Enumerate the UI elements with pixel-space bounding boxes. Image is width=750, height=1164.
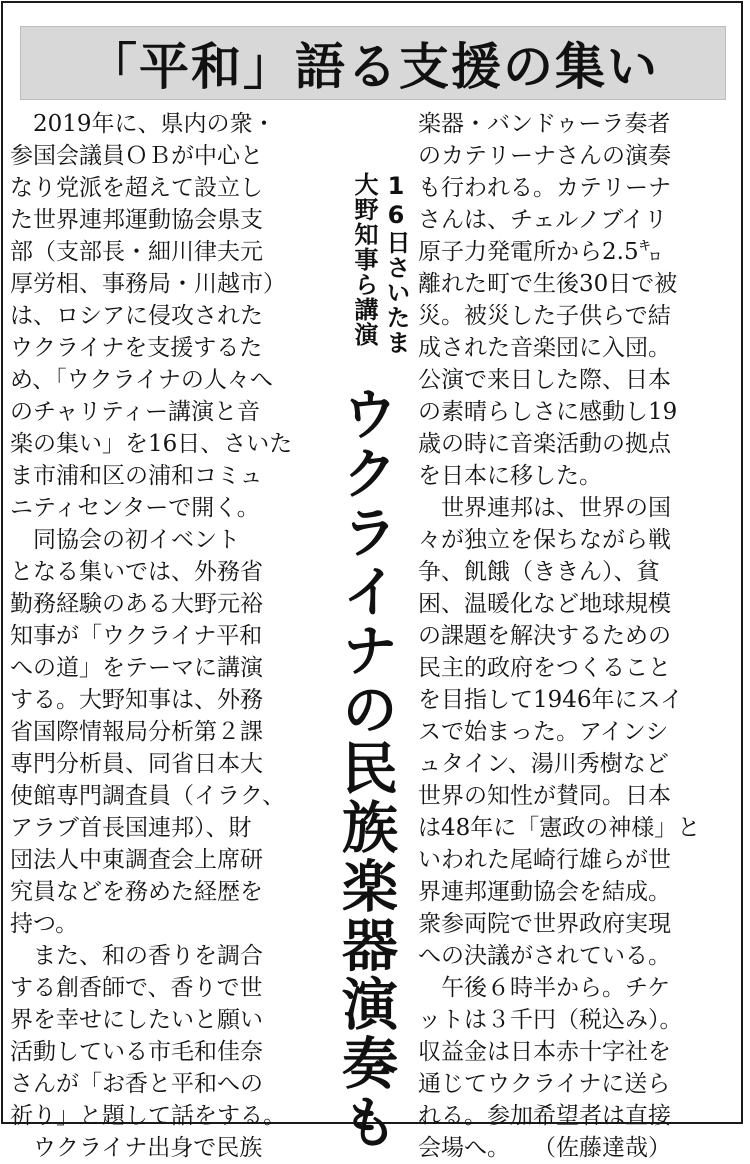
body-text-line: 歳の時に音楽活動の拠点 (418, 431, 671, 457)
body-text-line: 離れた町で生後30日で被 (418, 271, 678, 297)
body-text-line: 世界の知性が賛同。日本 (418, 783, 671, 809)
body-text-line: ットは３千円（税込み）。 (418, 1007, 683, 1033)
body-text-line: なり党派を超えて設立し (10, 175, 263, 201)
body-text-line: ウクライナを支援するた (10, 335, 263, 361)
body-text-line: の素晴らしさに感動し19 (418, 399, 678, 425)
body-text-line: 祈り」と題して話をする。 (10, 1103, 286, 1129)
body-text-line: 通じてウクライナに送ら (418, 1071, 671, 1097)
body-text-line: 々が独立を保ちながら戦 (418, 527, 671, 553)
body-text-line: 成された音楽団に入団。 (418, 335, 671, 361)
body-text-line: 世界連邦は、世界の国 (418, 495, 671, 521)
body-text-line: 団法人中東調査会上席研 (10, 847, 263, 873)
body-text-line: 持つ。 (10, 911, 79, 937)
body-text-line: 活動している市毛和佳奈 (10, 1039, 263, 1065)
body-text-line: れる。参加希望者は直接 (418, 1103, 671, 1129)
main-vertical-headline: ウクライナの民族楽器演奏も (333, 385, 399, 1152)
body-text-line: また、和の香りを調合 (10, 943, 263, 969)
body-text-line: 困、温暖化など地球規模 (418, 591, 671, 617)
body-text-line: いわれた尾崎行雄らが世 (418, 847, 671, 873)
body-text-line: 同協会の初イベント (10, 527, 240, 553)
body-text-line: は、ロシアに侵攻された (10, 303, 263, 329)
headline-banner (20, 26, 726, 100)
body-text-line: 収益金は日本赤十字社を (418, 1039, 671, 1065)
body-text-line: 民主的政府をつくること (418, 655, 671, 681)
body-text-line: さんは、チェルノブイリ (418, 207, 668, 233)
body-text-line: となる集いでは、外務省 (10, 559, 263, 585)
body-text-line: 専門分析員、同省日本大 (10, 751, 263, 777)
body-text-line: への決議がされている。 (418, 943, 671, 969)
body-text-line: 界を幸せにしたいと願い (10, 1007, 263, 1033)
body-text-line: する創香師で、香りで世 (10, 975, 263, 1001)
body-text-line: 使館専門調査員（イラク、 (10, 783, 286, 809)
body-text-line: 会場へ。 （佐藤達哉） (418, 1135, 671, 1161)
body-text-line: 原子力発電所から2.5㌔ (418, 239, 662, 265)
body-text-line: め、「ウクライナの人々へ (10, 367, 273, 393)
body-text-line: アラブ首長国連邦）、財 (10, 815, 252, 841)
body-text-line: ま市浦和区の浦和コミュ (10, 463, 263, 489)
body-text-line: 部（支部長・細川律夫元 (10, 239, 263, 265)
body-text-line: を日本に移した。 (418, 463, 602, 489)
body-text-line: ニティセンターで開く。 (10, 495, 260, 521)
body-text-line: さんが「お香と平和への (10, 1071, 263, 1097)
body-text-line: た世界連邦運動協会県支 (10, 207, 263, 233)
sub-headline-date-place: 16日さいたま (382, 172, 410, 355)
body-text-line: 争、飢餓（ききん）、貧 (418, 559, 660, 585)
body-text-line: スで始まった。アインシ (418, 719, 669, 745)
headline-text: 「平和」語る支援の集い (87, 38, 659, 96)
body-text-line: 参国会議員ＯＢが中心と (10, 143, 263, 169)
body-text-line: への道」をテーマに講演 (10, 655, 263, 681)
body-text-line: も行われる。カテリーナ (418, 175, 671, 201)
body-text-line: のカテリーナさんの演奏 (418, 143, 671, 169)
article-body-right-column (418, 108, 724, 1164)
body-text-line: する。大野知事は、外務 (10, 687, 263, 713)
body-text-line: ュタイン、湯川秀樹など (418, 751, 669, 777)
body-text-line: 楽器・バンドゥーラ奏者 (418, 111, 671, 137)
body-text-line: 午後６時半から。チケ (418, 975, 671, 1001)
sub-headline-speakers: 大野知事ら講演 (350, 172, 378, 347)
body-text-line: 災。被災した子供らで結 (418, 303, 671, 329)
article-body-left-column (10, 108, 316, 1164)
body-text-line: ウクライナ出身で民族 (10, 1135, 263, 1161)
body-text-line: 厚労相、事務局・川越市） (10, 271, 286, 297)
body-text-line: のチャリティー講演と音 (10, 399, 261, 425)
body-text-line: 衆参両院で世界政府実現 (418, 911, 671, 937)
body-text-line: 勤務経験のある大野元裕 (10, 591, 263, 617)
body-text-line: 界連邦運動協会を結成。 (418, 879, 671, 905)
body-text-line: 省国際情報局分析第２課 (10, 719, 263, 745)
body-text-line: は48年に「憲政の神様」と (418, 815, 701, 841)
body-text-line: 知事が「ウクライナ平和 (10, 623, 263, 649)
body-text-line: 究員などを務めた経歴を (10, 879, 263, 905)
body-text-line: 楽の集い」を16日、さいた (10, 431, 293, 457)
body-text-line: の課題を解決するための (418, 623, 671, 649)
body-text-line: を目指して1946年にスイ (418, 687, 684, 713)
body-text-line: 公演で来日した際、日本 (418, 367, 671, 393)
body-text-line: 2019年に、県内の衆・ (10, 111, 276, 137)
